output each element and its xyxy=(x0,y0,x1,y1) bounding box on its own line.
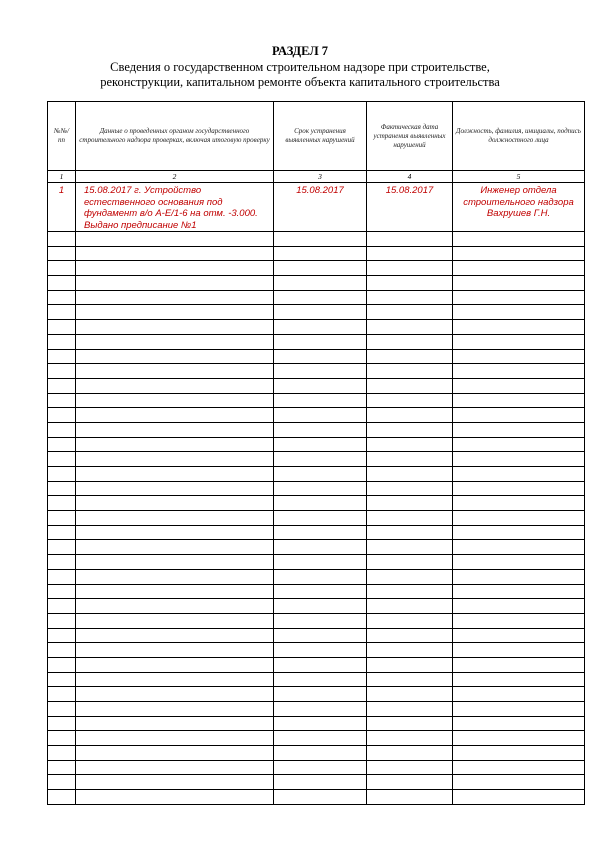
empty-cell[interactable] xyxy=(367,305,453,320)
empty-cell[interactable] xyxy=(76,555,274,570)
empty-cell[interactable] xyxy=(76,540,274,555)
empty-row xyxy=(48,496,585,511)
empty-cell[interactable] xyxy=(453,584,585,599)
column-header-inspection-data: Данные о проведенных органом государственного строительного надзора проверках, включая итоговую проверку xyxy=(76,102,274,171)
empty-cell[interactable] xyxy=(76,687,274,702)
empty-row xyxy=(48,511,585,526)
empty-cell[interactable] xyxy=(48,584,76,599)
empty-cell[interactable] xyxy=(274,232,367,247)
empty-cell[interactable] xyxy=(274,702,367,717)
column-number: 1 xyxy=(48,171,76,183)
empty-cell[interactable] xyxy=(367,672,453,687)
empty-cell[interactable] xyxy=(453,599,585,614)
empty-cell[interactable] xyxy=(76,261,274,276)
empty-row xyxy=(48,687,585,702)
empty-row xyxy=(48,569,585,584)
empty-cell[interactable] xyxy=(274,746,367,761)
empty-cell[interactable] xyxy=(48,364,76,379)
empty-cell[interactable] xyxy=(48,687,76,702)
empty-cell[interactable] xyxy=(48,276,76,291)
empty-cell[interactable] xyxy=(453,320,585,335)
empty-cell[interactable] xyxy=(453,672,585,687)
empty-cell[interactable] xyxy=(76,716,274,731)
empty-cell[interactable] xyxy=(274,467,367,482)
empty-cell[interactable] xyxy=(274,364,367,379)
empty-cell[interactable] xyxy=(367,540,453,555)
empty-cell[interactable] xyxy=(274,408,367,423)
empty-cell[interactable] xyxy=(274,261,367,276)
empty-cell[interactable] xyxy=(274,334,367,349)
empty-row xyxy=(48,481,585,496)
empty-row xyxy=(48,276,585,291)
empty-cell[interactable] xyxy=(76,232,274,247)
empty-cell[interactable] xyxy=(274,349,367,364)
empty-cell[interactable] xyxy=(274,672,367,687)
empty-row xyxy=(48,305,585,320)
empty-cell[interactable] xyxy=(453,232,585,247)
empty-row xyxy=(48,672,585,687)
empty-cell[interactable] xyxy=(274,496,367,511)
empty-cell[interactable] xyxy=(76,672,274,687)
empty-cell[interactable] xyxy=(453,731,585,746)
empty-cell[interactable] xyxy=(48,540,76,555)
empty-row xyxy=(48,657,585,672)
empty-cell[interactable] xyxy=(48,408,76,423)
empty-cell[interactable] xyxy=(453,657,585,672)
empty-cell[interactable] xyxy=(76,408,274,423)
empty-cell[interactable] xyxy=(48,775,76,790)
empty-cell[interactable] xyxy=(274,378,367,393)
empty-cell[interactable] xyxy=(367,246,453,261)
empty-cell[interactable] xyxy=(453,393,585,408)
empty-cell[interactable] xyxy=(48,452,76,467)
empty-cell[interactable] xyxy=(453,790,585,805)
empty-cell[interactable] xyxy=(367,643,453,658)
empty-cell[interactable] xyxy=(76,775,274,790)
empty-row xyxy=(48,378,585,393)
empty-cell[interactable] xyxy=(76,525,274,540)
empty-cell[interactable] xyxy=(453,716,585,731)
empty-cell[interactable] xyxy=(76,599,274,614)
empty-row xyxy=(48,555,585,570)
empty-row xyxy=(48,540,585,555)
empty-cell[interactable] xyxy=(48,378,76,393)
empty-row xyxy=(48,599,585,614)
table-row xyxy=(48,183,585,232)
empty-cell[interactable] xyxy=(48,569,76,584)
empty-cell[interactable] xyxy=(274,511,367,526)
empty-cell[interactable] xyxy=(76,643,274,658)
empty-cell[interactable] xyxy=(76,422,274,437)
empty-cell[interactable] xyxy=(48,467,76,482)
empty-cell[interactable] xyxy=(367,628,453,643)
section-title: РАЗДЕЛ 7 xyxy=(271,44,329,58)
empty-cell[interactable] xyxy=(453,540,585,555)
empty-cell[interactable] xyxy=(453,746,585,761)
empty-cell[interactable] xyxy=(367,378,453,393)
empty-cell[interactable] xyxy=(48,657,76,672)
empty-cell[interactable] xyxy=(367,320,453,335)
empty-cell[interactable] xyxy=(453,613,585,628)
empty-cell[interactable] xyxy=(367,716,453,731)
empty-cell[interactable] xyxy=(76,731,274,746)
empty-cell[interactable] xyxy=(48,481,76,496)
empty-row xyxy=(48,716,585,731)
empty-row xyxy=(48,408,585,423)
empty-cell[interactable] xyxy=(453,276,585,291)
empty-cell[interactable] xyxy=(367,408,453,423)
column-number: 2 xyxy=(76,171,274,183)
empty-cell[interactable] xyxy=(453,628,585,643)
empty-cell[interactable] xyxy=(367,496,453,511)
empty-cell[interactable] xyxy=(367,599,453,614)
empty-cell[interactable] xyxy=(453,408,585,423)
empty-cell[interactable] xyxy=(453,467,585,482)
empty-cell[interactable] xyxy=(367,422,453,437)
empty-row xyxy=(48,452,585,467)
empty-cell[interactable] xyxy=(48,393,76,408)
supervision-table xyxy=(47,101,585,805)
section-subtitle-line-2: реконструкции, капитальном ремонте объекта капитального строительства xyxy=(100,75,500,89)
empty-cell[interactable] xyxy=(76,364,274,379)
empty-cell[interactable] xyxy=(48,555,76,570)
empty-row xyxy=(48,364,585,379)
empty-cell[interactable] xyxy=(48,261,76,276)
empty-row xyxy=(48,437,585,452)
empty-cell[interactable] xyxy=(367,290,453,305)
empty-cell[interactable] xyxy=(367,452,453,467)
empty-row xyxy=(48,702,585,717)
empty-cell[interactable] xyxy=(274,290,367,305)
empty-cell[interactable] xyxy=(76,290,274,305)
empty-cell[interactable] xyxy=(274,481,367,496)
empty-cell[interactable] xyxy=(48,716,76,731)
empty-cell[interactable] xyxy=(48,760,76,775)
empty-cell[interactable] xyxy=(274,599,367,614)
empty-cell[interactable] xyxy=(76,320,274,335)
empty-cell[interactable] xyxy=(48,305,76,320)
empty-cell[interactable] xyxy=(274,643,367,658)
empty-cell[interactable] xyxy=(274,613,367,628)
empty-cell[interactable] xyxy=(453,525,585,540)
empty-cell[interactable] xyxy=(453,364,585,379)
empty-cell[interactable] xyxy=(453,422,585,437)
empty-cell[interactable] xyxy=(367,276,453,291)
empty-cell[interactable] xyxy=(48,496,76,511)
empty-cell[interactable] xyxy=(274,320,367,335)
empty-cell[interactable] xyxy=(76,657,274,672)
empty-cell[interactable] xyxy=(367,569,453,584)
empty-cell[interactable] xyxy=(76,481,274,496)
empty-cell[interactable] xyxy=(367,687,453,702)
empty-cell[interactable] xyxy=(274,422,367,437)
empty-cell[interactable] xyxy=(76,246,274,261)
empty-cell[interactable] xyxy=(367,775,453,790)
empty-cell[interactable] xyxy=(76,467,274,482)
empty-cell[interactable] xyxy=(76,276,274,291)
empty-row xyxy=(48,775,585,790)
empty-cell[interactable] xyxy=(453,437,585,452)
empty-cell[interactable] xyxy=(453,511,585,526)
empty-row xyxy=(48,467,585,482)
empty-cell[interactable] xyxy=(453,349,585,364)
empty-cell[interactable] xyxy=(274,246,367,261)
empty-cell[interactable] xyxy=(48,731,76,746)
empty-cell[interactable] xyxy=(274,628,367,643)
empty-cell[interactable] xyxy=(76,511,274,526)
column-header-actual-date: Фактическая дата устранения выявленных нарушений xyxy=(367,102,453,171)
column-header-deadline: Срок устранения выявленных нарушений xyxy=(274,102,367,171)
empty-row xyxy=(48,320,585,335)
empty-row xyxy=(48,584,585,599)
empty-cell[interactable] xyxy=(48,437,76,452)
empty-row xyxy=(48,290,585,305)
empty-cell[interactable] xyxy=(367,555,453,570)
empty-cell[interactable] xyxy=(274,437,367,452)
empty-cell[interactable] xyxy=(367,334,453,349)
empty-cell[interactable] xyxy=(367,731,453,746)
empty-cell[interactable] xyxy=(48,246,76,261)
empty-cell[interactable] xyxy=(76,393,274,408)
empty-cell[interactable] xyxy=(274,775,367,790)
empty-cell[interactable] xyxy=(76,760,274,775)
empty-cell[interactable] xyxy=(48,422,76,437)
empty-cell[interactable] xyxy=(453,760,585,775)
empty-cell[interactable] xyxy=(76,746,274,761)
empty-cell[interactable] xyxy=(274,393,367,408)
empty-cell[interactable] xyxy=(48,525,76,540)
empty-cell[interactable] xyxy=(453,378,585,393)
empty-cell[interactable] xyxy=(274,716,367,731)
empty-cell[interactable] xyxy=(453,687,585,702)
empty-cell[interactable] xyxy=(76,334,274,349)
empty-cell[interactable] xyxy=(367,511,453,526)
empty-cell[interactable] xyxy=(48,746,76,761)
empty-row xyxy=(48,760,585,775)
empty-cell[interactable] xyxy=(48,643,76,658)
empty-row xyxy=(48,261,585,276)
empty-cell[interactable] xyxy=(367,393,453,408)
section-subtitle-line-1: Сведения о государственном строительном надзоре при строительстве, xyxy=(110,60,490,74)
empty-cell[interactable] xyxy=(48,790,76,805)
empty-cell[interactable] xyxy=(76,584,274,599)
empty-row xyxy=(48,232,585,247)
table-header-row xyxy=(48,102,585,171)
empty-cell[interactable] xyxy=(76,349,274,364)
empty-cell[interactable] xyxy=(274,687,367,702)
empty-cell[interactable] xyxy=(367,525,453,540)
empty-row xyxy=(48,246,585,261)
empty-row xyxy=(48,613,585,628)
empty-cell[interactable] xyxy=(48,702,76,717)
empty-cell[interactable] xyxy=(274,657,367,672)
empty-cell[interactable] xyxy=(453,481,585,496)
empty-cell[interactable] xyxy=(76,702,274,717)
empty-cell[interactable] xyxy=(367,261,453,276)
empty-cell[interactable] xyxy=(367,702,453,717)
empty-cell[interactable] xyxy=(274,569,367,584)
empty-row xyxy=(48,643,585,658)
empty-cell[interactable] xyxy=(274,540,367,555)
column-header-number: №№/ пп xyxy=(48,102,76,171)
empty-cell[interactable] xyxy=(453,555,585,570)
empty-cell[interactable] xyxy=(453,290,585,305)
empty-cell[interactable] xyxy=(367,657,453,672)
empty-cell[interactable] xyxy=(274,760,367,775)
empty-cell[interactable] xyxy=(453,246,585,261)
empty-cell[interactable] xyxy=(274,790,367,805)
empty-cell[interactable] xyxy=(453,775,585,790)
empty-cell[interactable] xyxy=(76,496,274,511)
entry-actual-date[interactable]: 15.08.2017 xyxy=(367,183,453,232)
empty-cell[interactable] xyxy=(76,790,274,805)
empty-row xyxy=(48,790,585,805)
empty-cell[interactable] xyxy=(76,437,274,452)
empty-cell[interactable] xyxy=(76,569,274,584)
empty-cell[interactable] xyxy=(453,452,585,467)
empty-cell[interactable] xyxy=(274,555,367,570)
column-number: 5 xyxy=(453,171,585,183)
empty-cell[interactable] xyxy=(367,437,453,452)
empty-cell[interactable] xyxy=(453,496,585,511)
column-number: 4 xyxy=(367,171,453,183)
column-number-row xyxy=(48,171,585,183)
empty-cell[interactable] xyxy=(48,320,76,335)
empty-row xyxy=(48,349,585,364)
empty-cell[interactable] xyxy=(76,378,274,393)
empty-cell[interactable] xyxy=(48,599,76,614)
empty-row xyxy=(48,731,585,746)
empty-row xyxy=(48,525,585,540)
empty-cell[interactable] xyxy=(274,584,367,599)
empty-row xyxy=(48,334,585,349)
empty-cell[interactable] xyxy=(48,349,76,364)
entry-number[interactable]: 1 xyxy=(48,183,76,232)
empty-cell[interactable] xyxy=(453,569,585,584)
empty-cell[interactable] xyxy=(274,731,367,746)
empty-row xyxy=(48,422,585,437)
empty-cell[interactable] xyxy=(453,334,585,349)
empty-cell[interactable] xyxy=(274,525,367,540)
empty-cell[interactable] xyxy=(453,643,585,658)
empty-cell[interactable] xyxy=(367,481,453,496)
empty-cell[interactable] xyxy=(367,790,453,805)
empty-cell[interactable] xyxy=(76,613,274,628)
empty-row xyxy=(48,746,585,761)
column-header-official: Должность, фамилия, инициалы, подпись должностного лица xyxy=(453,102,585,171)
empty-cell[interactable] xyxy=(367,760,453,775)
empty-cell[interactable] xyxy=(453,261,585,276)
empty-cell[interactable] xyxy=(48,628,76,643)
empty-cell[interactable] xyxy=(48,511,76,526)
empty-cell[interactable] xyxy=(367,232,453,247)
column-number: 3 xyxy=(274,171,367,183)
empty-cell[interactable] xyxy=(367,467,453,482)
empty-row xyxy=(48,393,585,408)
entry-description[interactable]: 15.08.2017 г. Устройство естественного основания под фундамент в/о А-Е/1-6 на отм. -3.000. Выдано предписание №1 xyxy=(76,183,274,232)
empty-cell[interactable] xyxy=(48,232,76,247)
empty-cell[interactable] xyxy=(453,702,585,717)
empty-cell[interactable] xyxy=(48,613,76,628)
empty-cell[interactable] xyxy=(76,628,274,643)
empty-cell[interactable] xyxy=(48,334,76,349)
empty-cell[interactable] xyxy=(367,746,453,761)
empty-cell[interactable] xyxy=(367,364,453,379)
empty-cell[interactable] xyxy=(367,584,453,599)
empty-cell[interactable] xyxy=(48,672,76,687)
empty-cell[interactable] xyxy=(367,613,453,628)
empty-cell[interactable] xyxy=(274,452,367,467)
empty-cell[interactable] xyxy=(274,276,367,291)
empty-cell[interactable] xyxy=(367,349,453,364)
empty-row xyxy=(48,628,585,643)
empty-cell[interactable] xyxy=(274,305,367,320)
empty-cell[interactable] xyxy=(76,305,274,320)
empty-cell[interactable] xyxy=(48,290,76,305)
empty-cell[interactable] xyxy=(76,452,274,467)
entry-official[interactable]: Инженер отдела строительного надзора Вахрушев Г.Н. xyxy=(453,183,585,232)
empty-cell[interactable] xyxy=(453,305,585,320)
entry-deadline[interactable]: 15.08.2017 xyxy=(274,183,367,232)
